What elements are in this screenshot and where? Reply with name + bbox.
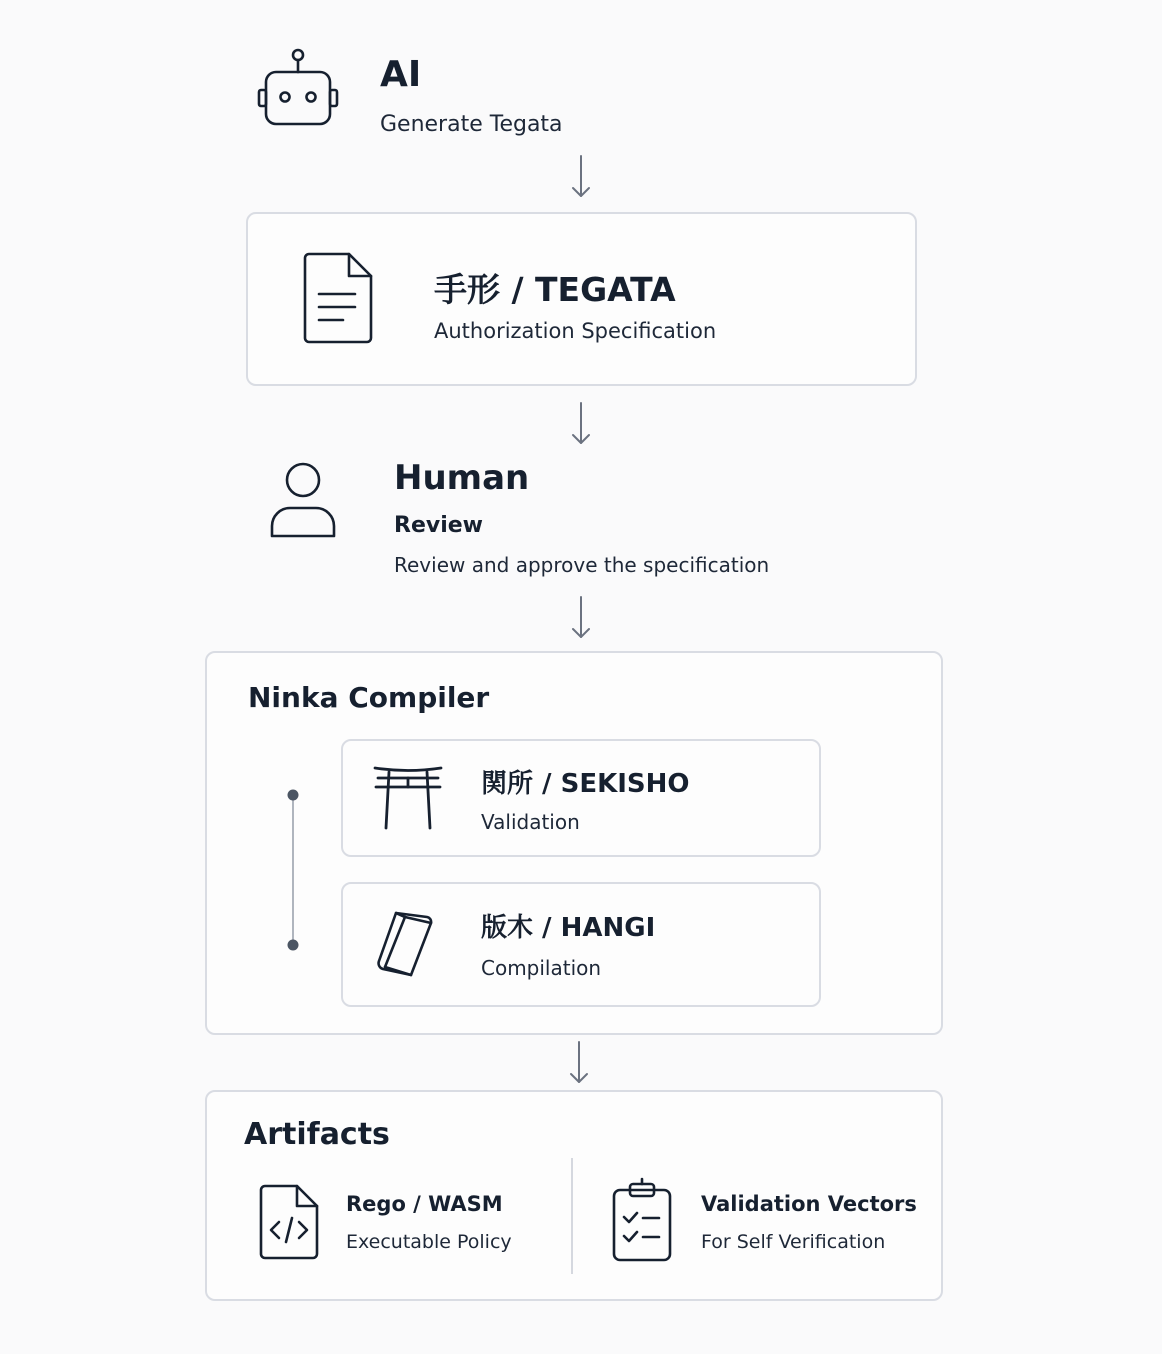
rego-wasm-subtitle: Executable Policy: [346, 1231, 512, 1253]
flow-arrow-4: [567, 1040, 591, 1086]
artifacts-title: Artifacts: [244, 1117, 390, 1152]
tegata-title: 手形 / TEGATA: [434, 270, 676, 309]
flow-arrow-1: [569, 154, 593, 200]
artifacts-panel: [205, 1090, 943, 1301]
flow-arrow-3: [569, 595, 593, 641]
human-role: Review: [394, 513, 483, 538]
compiler-panel: [205, 651, 943, 1035]
human-description: Review and approve the specification: [394, 553, 770, 577]
hangi-title: 版木 / HANGI: [481, 913, 656, 943]
validation-vectors-subtitle: For Self Verification: [701, 1231, 886, 1253]
code-file-icon: [259, 1184, 319, 1260]
user-icon: [270, 462, 336, 538]
tegata-card: [246, 212, 917, 386]
artifacts-divider: [571, 1158, 573, 1274]
human-title: Human: [394, 458, 530, 498]
tegata-subtitle: Authorization Specification: [434, 319, 717, 343]
sekisho-title: 関所 / SEKISHO: [481, 769, 690, 799]
robot-icon: [256, 46, 340, 130]
rego-wasm-title: Rego / WASM: [346, 1192, 503, 1216]
torii-gate-icon: [373, 765, 443, 831]
hangi-stage: [341, 882, 821, 1007]
sekisho-subtitle: Validation: [481, 810, 580, 834]
hangi-subtitle: Compilation: [481, 956, 602, 980]
woodblock-icon: [375, 909, 435, 979]
validation-vectors-title: Validation Vectors: [701, 1192, 917, 1216]
ai-subtitle: Generate Tegata: [380, 112, 563, 137]
compiler-title: Ninka Compiler: [248, 681, 490, 714]
checklist-clipboard-icon: [611, 1178, 673, 1262]
sekisho-stage: [341, 739, 821, 857]
ai-title: AI: [380, 54, 422, 95]
stage-connector: [285, 788, 301, 948]
flow-arrow-2: [569, 401, 593, 447]
document-icon: [303, 252, 373, 344]
